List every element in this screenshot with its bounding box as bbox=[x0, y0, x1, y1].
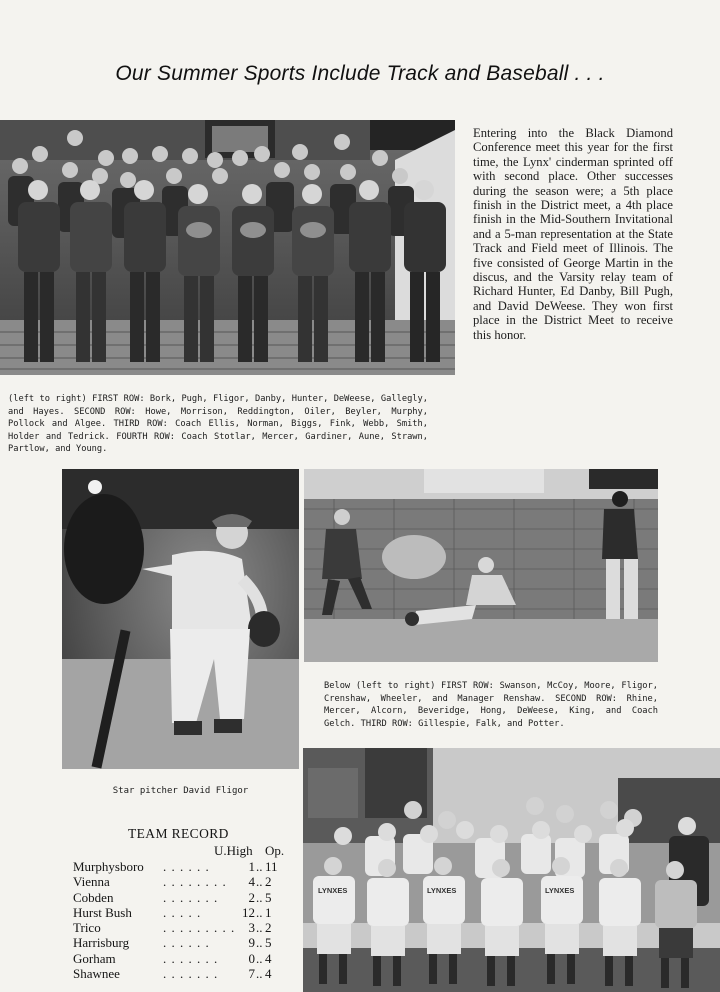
record-team: Cobden bbox=[73, 889, 114, 905]
record-opponent-score: 4 bbox=[265, 950, 272, 966]
leader-dots: .. bbox=[256, 935, 263, 951]
pitcher-caption: Star pitcher David Fligor bbox=[112, 786, 249, 796]
record-opponent-score: 2 bbox=[265, 874, 272, 890]
slide-play-photo bbox=[304, 469, 658, 662]
record-opponent-score: 4 bbox=[265, 966, 272, 982]
team-record-table bbox=[73, 826, 293, 981]
record-home-score: 9 bbox=[248, 935, 255, 951]
table-row bbox=[73, 905, 293, 920]
record-opponent-score: 5 bbox=[265, 889, 272, 905]
leader-dots: . . . . . . bbox=[163, 859, 210, 874]
leader-dots: . . . . . . bbox=[163, 935, 210, 951]
leader-dots: .. bbox=[256, 889, 263, 905]
leader-dots: .. bbox=[256, 950, 263, 966]
leader-dots: .. bbox=[256, 920, 263, 936]
table-row bbox=[73, 966, 293, 981]
leader-dots: . . . . . . . bbox=[163, 889, 219, 905]
leader-dots: . . . . . . . bbox=[163, 950, 219, 966]
table-row bbox=[73, 920, 293, 935]
record-opponent-score: 1 bbox=[265, 904, 272, 920]
record-home-score: 4 bbox=[248, 874, 255, 890]
record-team: Hurst Bush bbox=[73, 904, 132, 920]
track-season-summary: Entering into the Black Diamond Conference meet this year for the first time, the Lynx' cinderman sprinted off with second place. Other successes during the season were; a 5th place finish in the District meet, a 4th place finish in the Mid-Southern Invitational and a 5-man representation at the State Track and Field meet of Illinois. The five consisted of George Martin in the discus, and the Varsity relay team of Richard Hunter, Ed Danby, Bill Pugh, and David DeWeese. They won first place in the District Meet to receive this honor. bbox=[473, 126, 673, 342]
baseball-team-photo bbox=[303, 748, 720, 992]
record-home-score: 7 bbox=[248, 966, 255, 982]
leader-dots: . . . . . bbox=[163, 904, 202, 920]
record-team: Harrisburg bbox=[73, 935, 130, 951]
record-opponent-score: 11 bbox=[265, 859, 278, 874]
record-home-score: 12 bbox=[242, 904, 255, 920]
record-home-score: 0 bbox=[248, 950, 255, 966]
table-row bbox=[73, 951, 293, 966]
table-row bbox=[73, 874, 293, 889]
column-header-home: U.High bbox=[214, 843, 253, 858]
record-opponent-score: 5 bbox=[265, 935, 272, 951]
record-home-score: 1 bbox=[248, 859, 255, 874]
record-home-score: 3 bbox=[248, 920, 255, 936]
table-row bbox=[73, 890, 293, 905]
leader-dots: .. bbox=[256, 966, 263, 982]
baseball-team-caption: Below (left to right) FIRST ROW: Swanson, McCoy, Moore, Fligor, Crenshaw, Wheeler, and Manager Renshaw. SECOND ROW: Rhine, Mercer, Alcorn, Beveridge, Hong, DeWeese, King, and Coach Gelch. THIRD ROW: Gillespie, Falk, and Potter. bbox=[324, 681, 658, 729]
leader-dots: .. bbox=[256, 874, 263, 890]
record-team: Murphysboro bbox=[73, 859, 144, 874]
track-team-caption: (left to right) FIRST ROW: Bork, Pugh, Fligor, Danby, Hunter, DeWeese, Gallegly, and Hayes. SECOND ROW: Howe, Morrison, Reddington, Oiler, Beyler, Murphy, Pollock and Algee. THIRD ROW: Coach Ellis, Norman, Biggs, Fink, Webb, Smith, Holder and Tedrick. FOURTH ROW: Coach Stotlar, Mercer, Gardiner, Aune, Strawn, Partlow, and Young. bbox=[8, 394, 428, 455]
table-row bbox=[73, 859, 293, 874]
record-opponent-score: 2 bbox=[265, 920, 272, 936]
pitcher-photo bbox=[62, 469, 299, 769]
leader-dots: .. bbox=[256, 859, 263, 874]
leader-dots: . . . . . . . bbox=[163, 966, 219, 982]
team-record-title: TEAM RECORD bbox=[128, 826, 229, 841]
table-row bbox=[73, 935, 293, 950]
record-team: Vienna bbox=[73, 874, 110, 890]
leader-dots: . . . . . . . . bbox=[163, 874, 227, 890]
page-title: Our Summer Sports Include Track and Baseball . . . bbox=[115, 62, 605, 85]
column-header-opponent: Op. bbox=[265, 843, 285, 858]
track-team-photo bbox=[0, 120, 455, 375]
jersey-lettering: LYNXES bbox=[545, 886, 575, 895]
record-team: Gorham bbox=[73, 950, 116, 966]
record-team: Shawnee bbox=[73, 966, 120, 982]
leader-dots: . . . . . . . . . bbox=[163, 920, 236, 936]
leader-dots: .. bbox=[256, 904, 263, 920]
record-home-score: 2 bbox=[248, 889, 255, 905]
jersey-lettering: LYNXES bbox=[427, 886, 457, 895]
jersey-lettering: LYNXES bbox=[318, 886, 348, 895]
team-record-header bbox=[73, 843, 293, 859]
record-team: Trico bbox=[73, 920, 101, 936]
